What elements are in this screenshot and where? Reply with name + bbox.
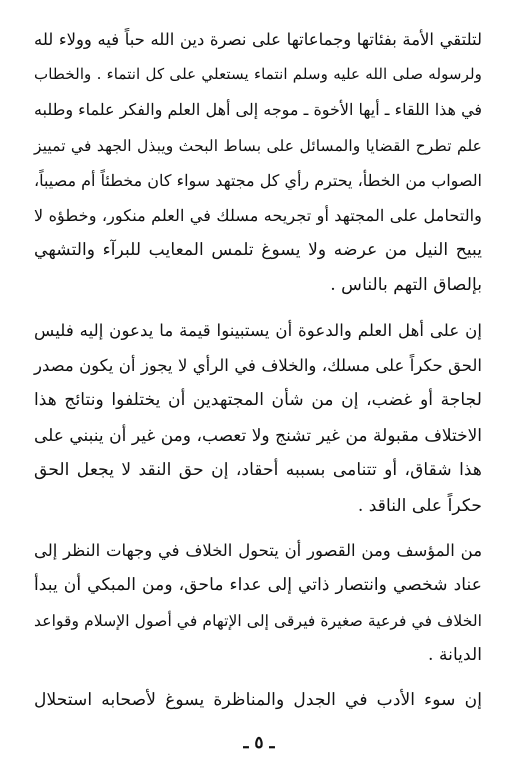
text-line: الاختلاف مقبولة من غير تشنج ولا تعصب، ومن غير أن ينبني على bbox=[34, 425, 482, 446]
text-line: إن سوء الأدب في الجدل والمناظرة يسوغ لأصحابه استحلال bbox=[34, 689, 482, 710]
text-line: عناد شخصي وانتصار ذاتي إلى عداء ماحق، ومن المبكي أن يبدأ bbox=[34, 575, 482, 596]
text-line: الخلاف في فرعية صغيرة فيرقى إلى الإتهام في أصول الإسلام وقواعد bbox=[34, 611, 482, 631]
text-line: الديانة . bbox=[428, 645, 482, 666]
paragraph-2 bbox=[34, 313, 482, 524]
text-line: هذا شقاق، أو تتنامى بسببه أحقاد، إن حق النقد لا يجعل الحق bbox=[34, 460, 482, 481]
page-number: ـ ٥ ـ bbox=[243, 733, 275, 753]
text-line: حكراً على الناقد . bbox=[357, 495, 482, 516]
text-line: إن على أهل العلم والدعوة أن يستبينوا قيمة ما يدعون إليه فليس bbox=[34, 319, 482, 340]
text-line: والتحامل على المجتهد أو تجريحه مسلك في العلم منكور، وخطؤه لا bbox=[34, 206, 482, 226]
paragraph-4 bbox=[34, 683, 482, 718]
text-line: من المؤسف ومن القصور أن يتحول الخلاف في وجهات النظر إلى bbox=[34, 540, 482, 560]
text-line: الحق حكراً على مسلك، والخلاف في الرأي لا يجوز أن يكون مصدر bbox=[34, 355, 482, 375]
text-line: يبيح النيل من عرضه ولا يسوغ تلمس المعايب للبرآء والتشهي bbox=[34, 240, 482, 261]
text-line: علم تطرح القضايا والمسائل على بساط البحث ويبذل الجهد في تمييز bbox=[34, 135, 482, 155]
paragraph-1 bbox=[34, 22, 482, 304]
text-line: لتلتقي الأمة بفئاتها وجماعاتها على نصرة دين الله حباً فيه وولاء لله bbox=[34, 30, 482, 49]
paragraph-3 bbox=[34, 533, 482, 674]
text-line: بإلصاق التهم بالناس . bbox=[330, 275, 482, 296]
text-line: الصواب من الخطأ، يحترم رأي كل مجتهد سواء كان مخطئاً أم مصيباً، bbox=[34, 170, 482, 190]
text-line: لجاجة أو غضب، إن من شأن المجتهدين أن يختلفوا ونتائج هذا bbox=[34, 390, 482, 411]
text-line: ولرسوله صلى الله عليه وسلم انتماء يستعلي على كل انتماء . والخطاب bbox=[34, 65, 482, 84]
page-body bbox=[34, 22, 482, 727]
text-line: في هذا اللقاء ـ أيها الأخوة ـ موجه إلى أهل العلم والفكر علماء وطلبه bbox=[34, 100, 482, 120]
